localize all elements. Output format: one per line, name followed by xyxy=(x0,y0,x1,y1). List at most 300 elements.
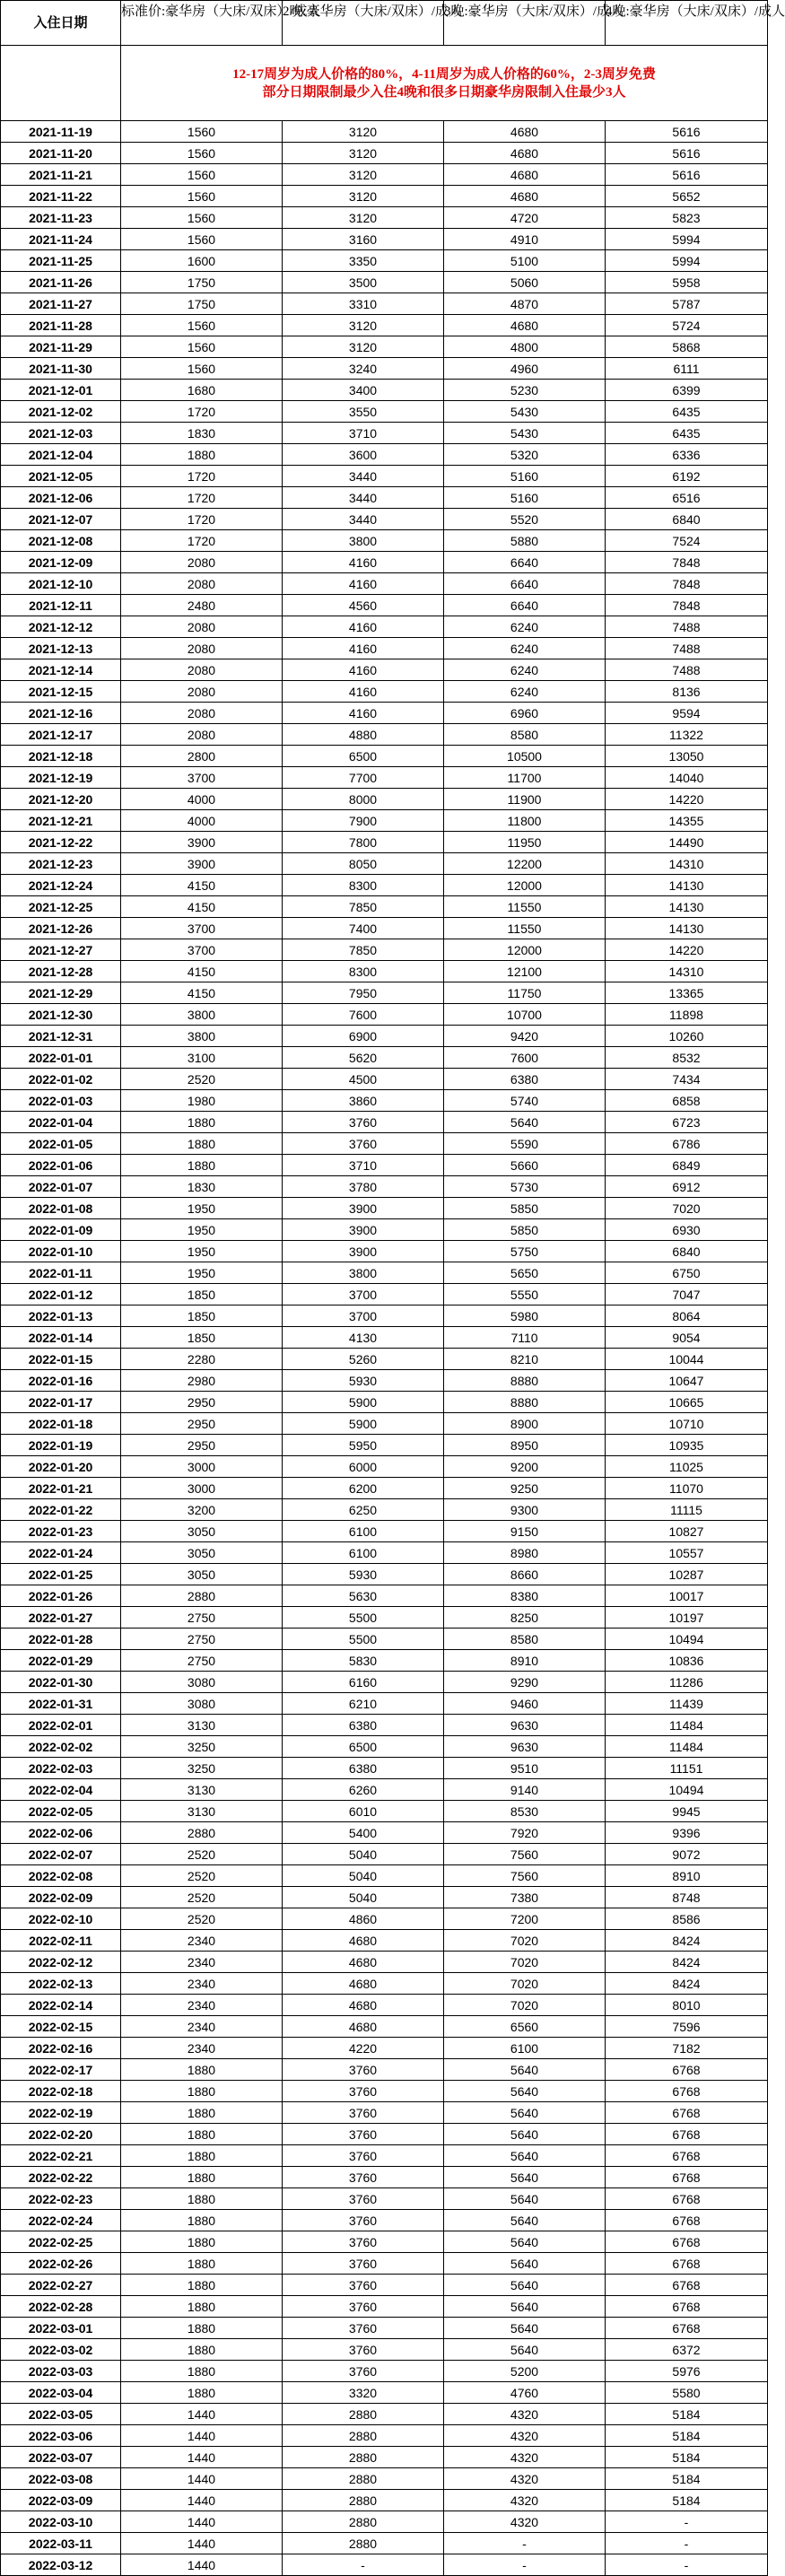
two-night-price-cell: 7400 xyxy=(283,918,444,939)
three-night-price-cell: 5640 xyxy=(444,2296,606,2318)
four-night-price-cell: 6336 xyxy=(606,444,768,466)
standard-price-cell: 1880 xyxy=(121,2167,283,2188)
checkin-date-cell: 2022-03-01 xyxy=(1,2318,121,2339)
standard-price-cell: 2520 xyxy=(121,1069,283,1090)
standard-price-cell: 4150 xyxy=(121,875,283,896)
three-night-price-cell: 12000 xyxy=(444,939,606,961)
checkin-date-cell: 2022-01-27 xyxy=(1,1607,121,1629)
standard-price-cell: 2080 xyxy=(121,638,283,659)
standard-price-cell: 1750 xyxy=(121,272,283,293)
standard-price-cell: 1880 xyxy=(121,2102,283,2124)
two-night-price-cell: 3700 xyxy=(283,1284,444,1305)
checkin-date-cell: 2021-12-24 xyxy=(1,875,121,896)
three-night-price-cell: 5200 xyxy=(444,2361,606,2382)
four-night-price-cell: 6768 xyxy=(606,2124,768,2145)
two-night-price-cell: 7600 xyxy=(283,1004,444,1026)
table-row xyxy=(1,423,768,444)
table-row xyxy=(1,1564,768,1585)
three-night-price-cell: 10700 xyxy=(444,1004,606,1026)
three-night-price-cell: 4680 xyxy=(444,164,606,186)
checkin-date-cell: 2021-12-09 xyxy=(1,552,121,573)
three-night-price-cell: 4800 xyxy=(444,336,606,358)
four-night-price-cell: 10197 xyxy=(606,1607,768,1629)
table-row xyxy=(1,2447,768,2468)
four-night-price-cell: - xyxy=(606,2511,768,2533)
standard-price-cell: 3050 xyxy=(121,1542,283,1564)
table-row xyxy=(1,616,768,638)
checkin-date-cell: 2022-02-08 xyxy=(1,1865,121,1887)
four-night-price-cell: 6435 xyxy=(606,423,768,444)
checkin-date-cell: 2022-01-09 xyxy=(1,1219,121,1241)
table-row xyxy=(1,1801,768,1822)
standard-price-cell: 1720 xyxy=(121,466,283,487)
standard-price-cell: 1880 xyxy=(121,444,283,466)
table-row xyxy=(1,896,768,918)
three-night-price-cell: 7020 xyxy=(444,1952,606,1973)
two-night-price-cell: 3440 xyxy=(283,466,444,487)
four-night-price-cell: 6768 xyxy=(606,2210,768,2231)
three-night-price-cell: 4320 xyxy=(444,2511,606,2533)
two-night-price-cell: 4160 xyxy=(283,573,444,595)
two-night-price-cell: 7850 xyxy=(283,896,444,918)
checkin-date-cell: 2022-02-10 xyxy=(1,1908,121,1930)
table-row xyxy=(1,2425,768,2447)
four-night-price-cell: 5184 xyxy=(606,2468,768,2490)
three-night-price-cell: 5320 xyxy=(444,444,606,466)
four-night-price-cell: 6750 xyxy=(606,1262,768,1284)
four-night-price-cell: 5868 xyxy=(606,336,768,358)
table-row xyxy=(1,1026,768,1047)
two-night-price-cell: 3310 xyxy=(283,293,444,315)
table-row xyxy=(1,1370,768,1392)
four-night-price-cell: 10017 xyxy=(606,1585,768,1607)
standard-price-cell: 3000 xyxy=(121,1456,283,1478)
checkin-date-cell: 2021-12-19 xyxy=(1,767,121,789)
checkin-date-cell: 2022-01-16 xyxy=(1,1370,121,1392)
standard-price-cell: 1880 xyxy=(121,1112,283,1133)
three-night-price-cell: 4680 xyxy=(444,143,606,164)
four-night-price-cell: 5724 xyxy=(606,315,768,336)
checkin-date-cell: 2021-11-26 xyxy=(1,272,121,293)
three-night-price-cell: 5640 xyxy=(444,2339,606,2361)
standard-price-cell: 2800 xyxy=(121,746,283,767)
standard-price-cell: 3080 xyxy=(121,1693,283,1715)
table-row xyxy=(1,1672,768,1693)
four-night-price-cell: 11025 xyxy=(606,1456,768,1478)
table-row xyxy=(1,2382,768,2404)
table-row xyxy=(1,2081,768,2102)
checkin-date-cell: 2022-02-17 xyxy=(1,2059,121,2081)
standard-price-cell: 3130 xyxy=(121,1801,283,1822)
checkin-date-cell: 2021-12-30 xyxy=(1,1004,121,1026)
four-night-price-cell: 5994 xyxy=(606,229,768,250)
checkin-date-cell: 2021-11-25 xyxy=(1,250,121,272)
four-night-price-cell: 14130 xyxy=(606,896,768,918)
three-night-price-cell: 7200 xyxy=(444,1908,606,1930)
three-night-price-cell: 5640 xyxy=(444,2275,606,2296)
table-row xyxy=(1,703,768,724)
three-night-price-cell: - xyxy=(444,2533,606,2554)
table-row xyxy=(1,358,768,380)
four-night-price-cell: 5184 xyxy=(606,2404,768,2425)
standard-price-cell: 1560 xyxy=(121,143,283,164)
standard-price-cell: 1680 xyxy=(121,380,283,401)
four-night-price-cell: 11484 xyxy=(606,1715,768,1736)
table-row xyxy=(1,272,768,293)
table-row xyxy=(1,1241,768,1262)
three-night-price-cell: 4680 xyxy=(444,186,606,207)
two-night-price-cell: 3780 xyxy=(283,1176,444,1198)
standard-price-cell: 1880 xyxy=(121,2145,283,2167)
three-night-price-cell: 7560 xyxy=(444,1844,606,1865)
checkin-date-cell: 2021-12-14 xyxy=(1,659,121,681)
two-night-price-cell: 6380 xyxy=(283,1715,444,1736)
three-night-price-cell: 5430 xyxy=(444,423,606,444)
checkin-date-cell: 2022-02-15 xyxy=(1,2016,121,2038)
checkin-date-cell: 2022-02-02 xyxy=(1,1736,121,1758)
four-night-price-cell: 6912 xyxy=(606,1176,768,1198)
four-night-price-cell: 7488 xyxy=(606,638,768,659)
standard-price-cell: 2080 xyxy=(121,552,283,573)
standard-price-cell: 1830 xyxy=(121,423,283,444)
checkin-date-cell: 2021-11-22 xyxy=(1,186,121,207)
table-row xyxy=(1,961,768,982)
four-night-price-cell: 7047 xyxy=(606,1284,768,1305)
three-night-price-cell: 5640 xyxy=(444,2253,606,2275)
table-row xyxy=(1,1844,768,1865)
checkin-date-cell: 2022-02-05 xyxy=(1,1801,121,1822)
three-night-price-cell: 8580 xyxy=(444,1629,606,1650)
two-night-price-cell: 3710 xyxy=(283,1155,444,1176)
four-night-price-cell: 11898 xyxy=(606,1004,768,1026)
table-row xyxy=(1,1715,768,1736)
four-night-price-cell: 10494 xyxy=(606,1629,768,1650)
four-night-price-cell: 14310 xyxy=(606,853,768,875)
standard-price-cell: 1880 xyxy=(121,2231,283,2253)
checkin-date-cell: 2022-02-28 xyxy=(1,2296,121,2318)
four-night-price-cell: 6516 xyxy=(606,487,768,509)
standard-price-cell: 1880 xyxy=(121,2339,283,2361)
table-row xyxy=(1,1090,768,1112)
table-row xyxy=(1,1758,768,1779)
three-night-price-cell: 6380 xyxy=(444,1069,606,1090)
two-night-price-cell: 3760 xyxy=(283,2059,444,2081)
standard-price-cell: 2080 xyxy=(121,724,283,746)
four-night-price-cell: 8010 xyxy=(606,1995,768,2016)
three-night-price-cell: 12100 xyxy=(444,961,606,982)
table-row xyxy=(1,1952,768,1973)
table-row xyxy=(1,1219,768,1241)
four-night-price-cell: 6399 xyxy=(606,380,768,401)
table-row xyxy=(1,1413,768,1435)
standard-price-cell: 2950 xyxy=(121,1435,283,1456)
standard-price-cell: 1880 xyxy=(121,2296,283,2318)
standard-price-cell: 1880 xyxy=(121,2318,283,2339)
checkin-date-cell: 2022-01-21 xyxy=(1,1478,121,1499)
two-night-price-cell: 3860 xyxy=(283,1090,444,1112)
checkin-date-cell: 2021-12-02 xyxy=(1,401,121,423)
table-row xyxy=(1,487,768,509)
four-night-price-cell: 6435 xyxy=(606,401,768,423)
table-row xyxy=(1,1542,768,1564)
two-night-price-cell: 5900 xyxy=(283,1413,444,1435)
three-night-price-cell: 5640 xyxy=(444,2188,606,2210)
standard-price-cell: 1560 xyxy=(121,229,283,250)
checkin-date-cell: 2022-03-12 xyxy=(1,2554,121,2576)
standard-price-cell: 3130 xyxy=(121,1779,283,1801)
checkin-date-cell: 2022-01-29 xyxy=(1,1650,121,1672)
four-night-price-cell: 11115 xyxy=(606,1499,768,1521)
table-row xyxy=(1,2210,768,2231)
checkin-date-cell: 2022-02-12 xyxy=(1,1952,121,1973)
checkin-date-cell: 2022-02-20 xyxy=(1,2124,121,2145)
table-row xyxy=(1,573,768,595)
standard-price-cell: 2340 xyxy=(121,1973,283,1995)
two-night-price-cell: 6000 xyxy=(283,1456,444,1478)
four-night-price-cell: 5994 xyxy=(606,250,768,272)
four-night-price-cell: 8532 xyxy=(606,1047,768,1069)
table-row xyxy=(1,2296,768,2318)
four-night-price-cell: 14355 xyxy=(606,810,768,832)
header-4-nights: 4晚:豪华房（大床/双床）/成人 xyxy=(606,1,768,46)
standard-price-cell: 2880 xyxy=(121,1822,283,1844)
standard-price-cell: 2080 xyxy=(121,703,283,724)
checkin-date-cell: 2021-11-28 xyxy=(1,315,121,336)
two-night-price-cell: 3710 xyxy=(283,423,444,444)
checkin-date-cell: 2022-03-10 xyxy=(1,2511,121,2533)
two-night-price-cell: 4680 xyxy=(283,1995,444,2016)
table-row xyxy=(1,2468,768,2490)
four-night-price-cell: 5976 xyxy=(606,2361,768,2382)
standard-price-cell: 1880 xyxy=(121,2275,283,2296)
four-night-price-cell: 7488 xyxy=(606,616,768,638)
standard-price-cell: 3050 xyxy=(121,1521,283,1542)
checkin-date-cell: 2021-12-28 xyxy=(1,961,121,982)
standard-price-cell: 1880 xyxy=(121,2081,283,2102)
checkin-date-cell: 2022-02-01 xyxy=(1,1715,121,1736)
three-night-price-cell: 5640 xyxy=(444,2081,606,2102)
standard-price-cell: 1850 xyxy=(121,1284,283,1305)
three-night-price-cell: 11950 xyxy=(444,832,606,853)
checkin-date-cell: 2022-01-03 xyxy=(1,1090,121,1112)
table-row xyxy=(1,2038,768,2059)
checkin-date-cell: 2022-01-04 xyxy=(1,1112,121,1133)
checkin-date-cell: 2022-02-03 xyxy=(1,1758,121,1779)
three-night-price-cell: 11550 xyxy=(444,918,606,939)
standard-price-cell: 2880 xyxy=(121,1585,283,1607)
two-night-price-cell: 6210 xyxy=(283,1693,444,1715)
two-night-price-cell: 3760 xyxy=(283,2253,444,2275)
two-night-price-cell: 3760 xyxy=(283,2124,444,2145)
checkin-date-cell: 2021-11-27 xyxy=(1,293,121,315)
four-night-price-cell: 10827 xyxy=(606,1521,768,1542)
standard-price-cell: 3250 xyxy=(121,1758,283,1779)
three-night-price-cell: 5430 xyxy=(444,401,606,423)
four-night-price-cell: 5958 xyxy=(606,272,768,293)
checkin-date-cell: 2022-02-23 xyxy=(1,2188,121,2210)
three-night-price-cell: 8880 xyxy=(444,1392,606,1413)
standard-price-cell: 1560 xyxy=(121,121,283,143)
header-3-nights: 3晚:豪华房（大床/双床）/成人 xyxy=(444,1,606,46)
three-night-price-cell: 5850 xyxy=(444,1219,606,1241)
table-row xyxy=(1,1435,768,1456)
four-night-price-cell: 9396 xyxy=(606,1822,768,1844)
four-night-price-cell: 6768 xyxy=(606,2296,768,2318)
table-row xyxy=(1,250,768,272)
three-night-price-cell: 5660 xyxy=(444,1155,606,1176)
table-row xyxy=(1,767,768,789)
checkin-date-cell: 2021-11-20 xyxy=(1,143,121,164)
four-night-price-cell: 5823 xyxy=(606,207,768,229)
standard-price-cell: 1440 xyxy=(121,2533,283,2554)
three-night-price-cell: 8910 xyxy=(444,1650,606,1672)
four-night-price-cell: 6372 xyxy=(606,2339,768,2361)
three-night-price-cell: 7110 xyxy=(444,1327,606,1349)
two-night-price-cell: 3240 xyxy=(283,358,444,380)
three-night-price-cell: 8380 xyxy=(444,1585,606,1607)
standard-price-cell: 4000 xyxy=(121,810,283,832)
standard-price-cell: 1880 xyxy=(121,2124,283,2145)
standard-price-cell: 3000 xyxy=(121,1478,283,1499)
standard-price-cell: 3100 xyxy=(121,1047,283,1069)
four-night-price-cell: 7524 xyxy=(606,530,768,552)
two-night-price-cell: 5950 xyxy=(283,1435,444,1456)
four-night-price-cell: - xyxy=(606,2554,768,2576)
two-night-price-cell: 4860 xyxy=(283,1908,444,1930)
two-night-price-cell: 4680 xyxy=(283,2016,444,2038)
three-night-price-cell: 5640 xyxy=(444,2167,606,2188)
standard-price-cell: 2280 xyxy=(121,1349,283,1370)
two-night-price-cell: 4680 xyxy=(283,1973,444,1995)
table-row xyxy=(1,552,768,573)
three-night-price-cell: 8660 xyxy=(444,1564,606,1585)
four-night-price-cell: 13365 xyxy=(606,982,768,1004)
two-night-price-cell: 5500 xyxy=(283,1607,444,1629)
table-row xyxy=(1,121,768,143)
table-row xyxy=(1,380,768,401)
three-night-price-cell: 5750 xyxy=(444,1241,606,1262)
four-night-price-cell: 10494 xyxy=(606,1779,768,1801)
three-night-price-cell: 5640 xyxy=(444,1112,606,1133)
four-night-price-cell: 6723 xyxy=(606,1112,768,1133)
table-row xyxy=(1,530,768,552)
three-night-price-cell: 9200 xyxy=(444,1456,606,1478)
two-night-price-cell: 2880 xyxy=(283,2533,444,2554)
two-night-price-cell: 3120 xyxy=(283,186,444,207)
four-night-price-cell: 6768 xyxy=(606,2253,768,2275)
four-night-price-cell: 14220 xyxy=(606,789,768,810)
table-row xyxy=(1,1736,768,1758)
table-row xyxy=(1,164,768,186)
three-night-price-cell: 7020 xyxy=(444,1930,606,1952)
three-night-price-cell: 4720 xyxy=(444,207,606,229)
checkin-date-cell: 2021-12-06 xyxy=(1,487,121,509)
table-row xyxy=(1,810,768,832)
standard-price-cell: 2080 xyxy=(121,616,283,638)
two-night-price-cell: 4160 xyxy=(283,659,444,681)
checkin-date-cell: 2021-11-24 xyxy=(1,229,121,250)
standard-price-cell: 2340 xyxy=(121,1930,283,1952)
two-night-price-cell: 5260 xyxy=(283,1349,444,1370)
table-row xyxy=(1,186,768,207)
two-night-price-cell: 4220 xyxy=(283,2038,444,2059)
three-night-price-cell: 9150 xyxy=(444,1521,606,1542)
four-night-price-cell: 11484 xyxy=(606,1736,768,1758)
checkin-date-cell: 2021-12-23 xyxy=(1,853,121,875)
standard-price-cell: 2520 xyxy=(121,1865,283,1887)
three-night-price-cell: 9460 xyxy=(444,1693,606,1715)
two-night-price-cell: 3120 xyxy=(283,336,444,358)
three-night-price-cell: 7920 xyxy=(444,1822,606,1844)
three-night-price-cell: 5730 xyxy=(444,1176,606,1198)
notice-blank-cell xyxy=(1,46,121,121)
three-night-price-cell: 4320 xyxy=(444,2490,606,2511)
two-night-price-cell: 5930 xyxy=(283,1564,444,1585)
standard-price-cell: 2080 xyxy=(121,659,283,681)
three-night-price-cell: 9250 xyxy=(444,1478,606,1499)
three-night-price-cell: 5060 xyxy=(444,272,606,293)
three-night-price-cell: 5640 xyxy=(444,2318,606,2339)
two-night-price-cell: 8000 xyxy=(283,789,444,810)
four-night-price-cell: 10260 xyxy=(606,1026,768,1047)
standard-price-cell: 2080 xyxy=(121,681,283,703)
two-night-price-cell: 5040 xyxy=(283,1887,444,1908)
three-night-price-cell: 5640 xyxy=(444,2210,606,2231)
standard-price-cell: 1440 xyxy=(121,2447,283,2468)
three-night-price-cell: 5650 xyxy=(444,1262,606,1284)
standard-price-cell: 1950 xyxy=(121,1241,283,1262)
checkin-date-cell: 2022-03-07 xyxy=(1,2447,121,2468)
four-night-price-cell: 5616 xyxy=(606,121,768,143)
checkin-date-cell: 2022-01-25 xyxy=(1,1564,121,1585)
three-night-price-cell: 6640 xyxy=(444,552,606,573)
table-row xyxy=(1,1133,768,1155)
four-night-price-cell: 8424 xyxy=(606,1930,768,1952)
table-row xyxy=(1,1908,768,1930)
checkin-date-cell: 2021-12-25 xyxy=(1,896,121,918)
four-night-price-cell: 5184 xyxy=(606,2425,768,2447)
table-row xyxy=(1,1930,768,1952)
standard-price-cell: 1880 xyxy=(121,2059,283,2081)
four-night-price-cell: 11439 xyxy=(606,1693,768,1715)
checkin-date-cell: 2022-02-06 xyxy=(1,1822,121,1844)
checkin-date-cell: 2022-02-26 xyxy=(1,2253,121,2275)
standard-price-cell: 1560 xyxy=(121,336,283,358)
standard-price-cell: 3050 xyxy=(121,1564,283,1585)
two-night-price-cell: 3760 xyxy=(283,2339,444,2361)
two-night-price-cell: 2880 xyxy=(283,2447,444,2468)
standard-price-cell: 2520 xyxy=(121,1908,283,1930)
four-night-price-cell: 6840 xyxy=(606,509,768,530)
standard-price-cell: 3200 xyxy=(121,1499,283,1521)
three-night-price-cell: 6960 xyxy=(444,703,606,724)
checkin-date-cell: 2022-02-04 xyxy=(1,1779,121,1801)
four-night-price-cell: 6930 xyxy=(606,1219,768,1241)
three-night-price-cell: 7020 xyxy=(444,1995,606,2016)
three-night-price-cell: 8950 xyxy=(444,1435,606,1456)
three-night-price-cell: 5980 xyxy=(444,1305,606,1327)
two-night-price-cell: 2880 xyxy=(283,2404,444,2425)
table-row xyxy=(1,2361,768,2382)
table-row xyxy=(1,1629,768,1650)
checkin-date-cell: 2022-01-02 xyxy=(1,1069,121,1090)
standard-price-cell: 1750 xyxy=(121,293,283,315)
table-row xyxy=(1,2059,768,2081)
three-night-price-cell: 9290 xyxy=(444,1672,606,1693)
checkin-date-cell: 2022-03-04 xyxy=(1,2382,121,2404)
three-night-price-cell: 5590 xyxy=(444,1133,606,1155)
table-row xyxy=(1,918,768,939)
